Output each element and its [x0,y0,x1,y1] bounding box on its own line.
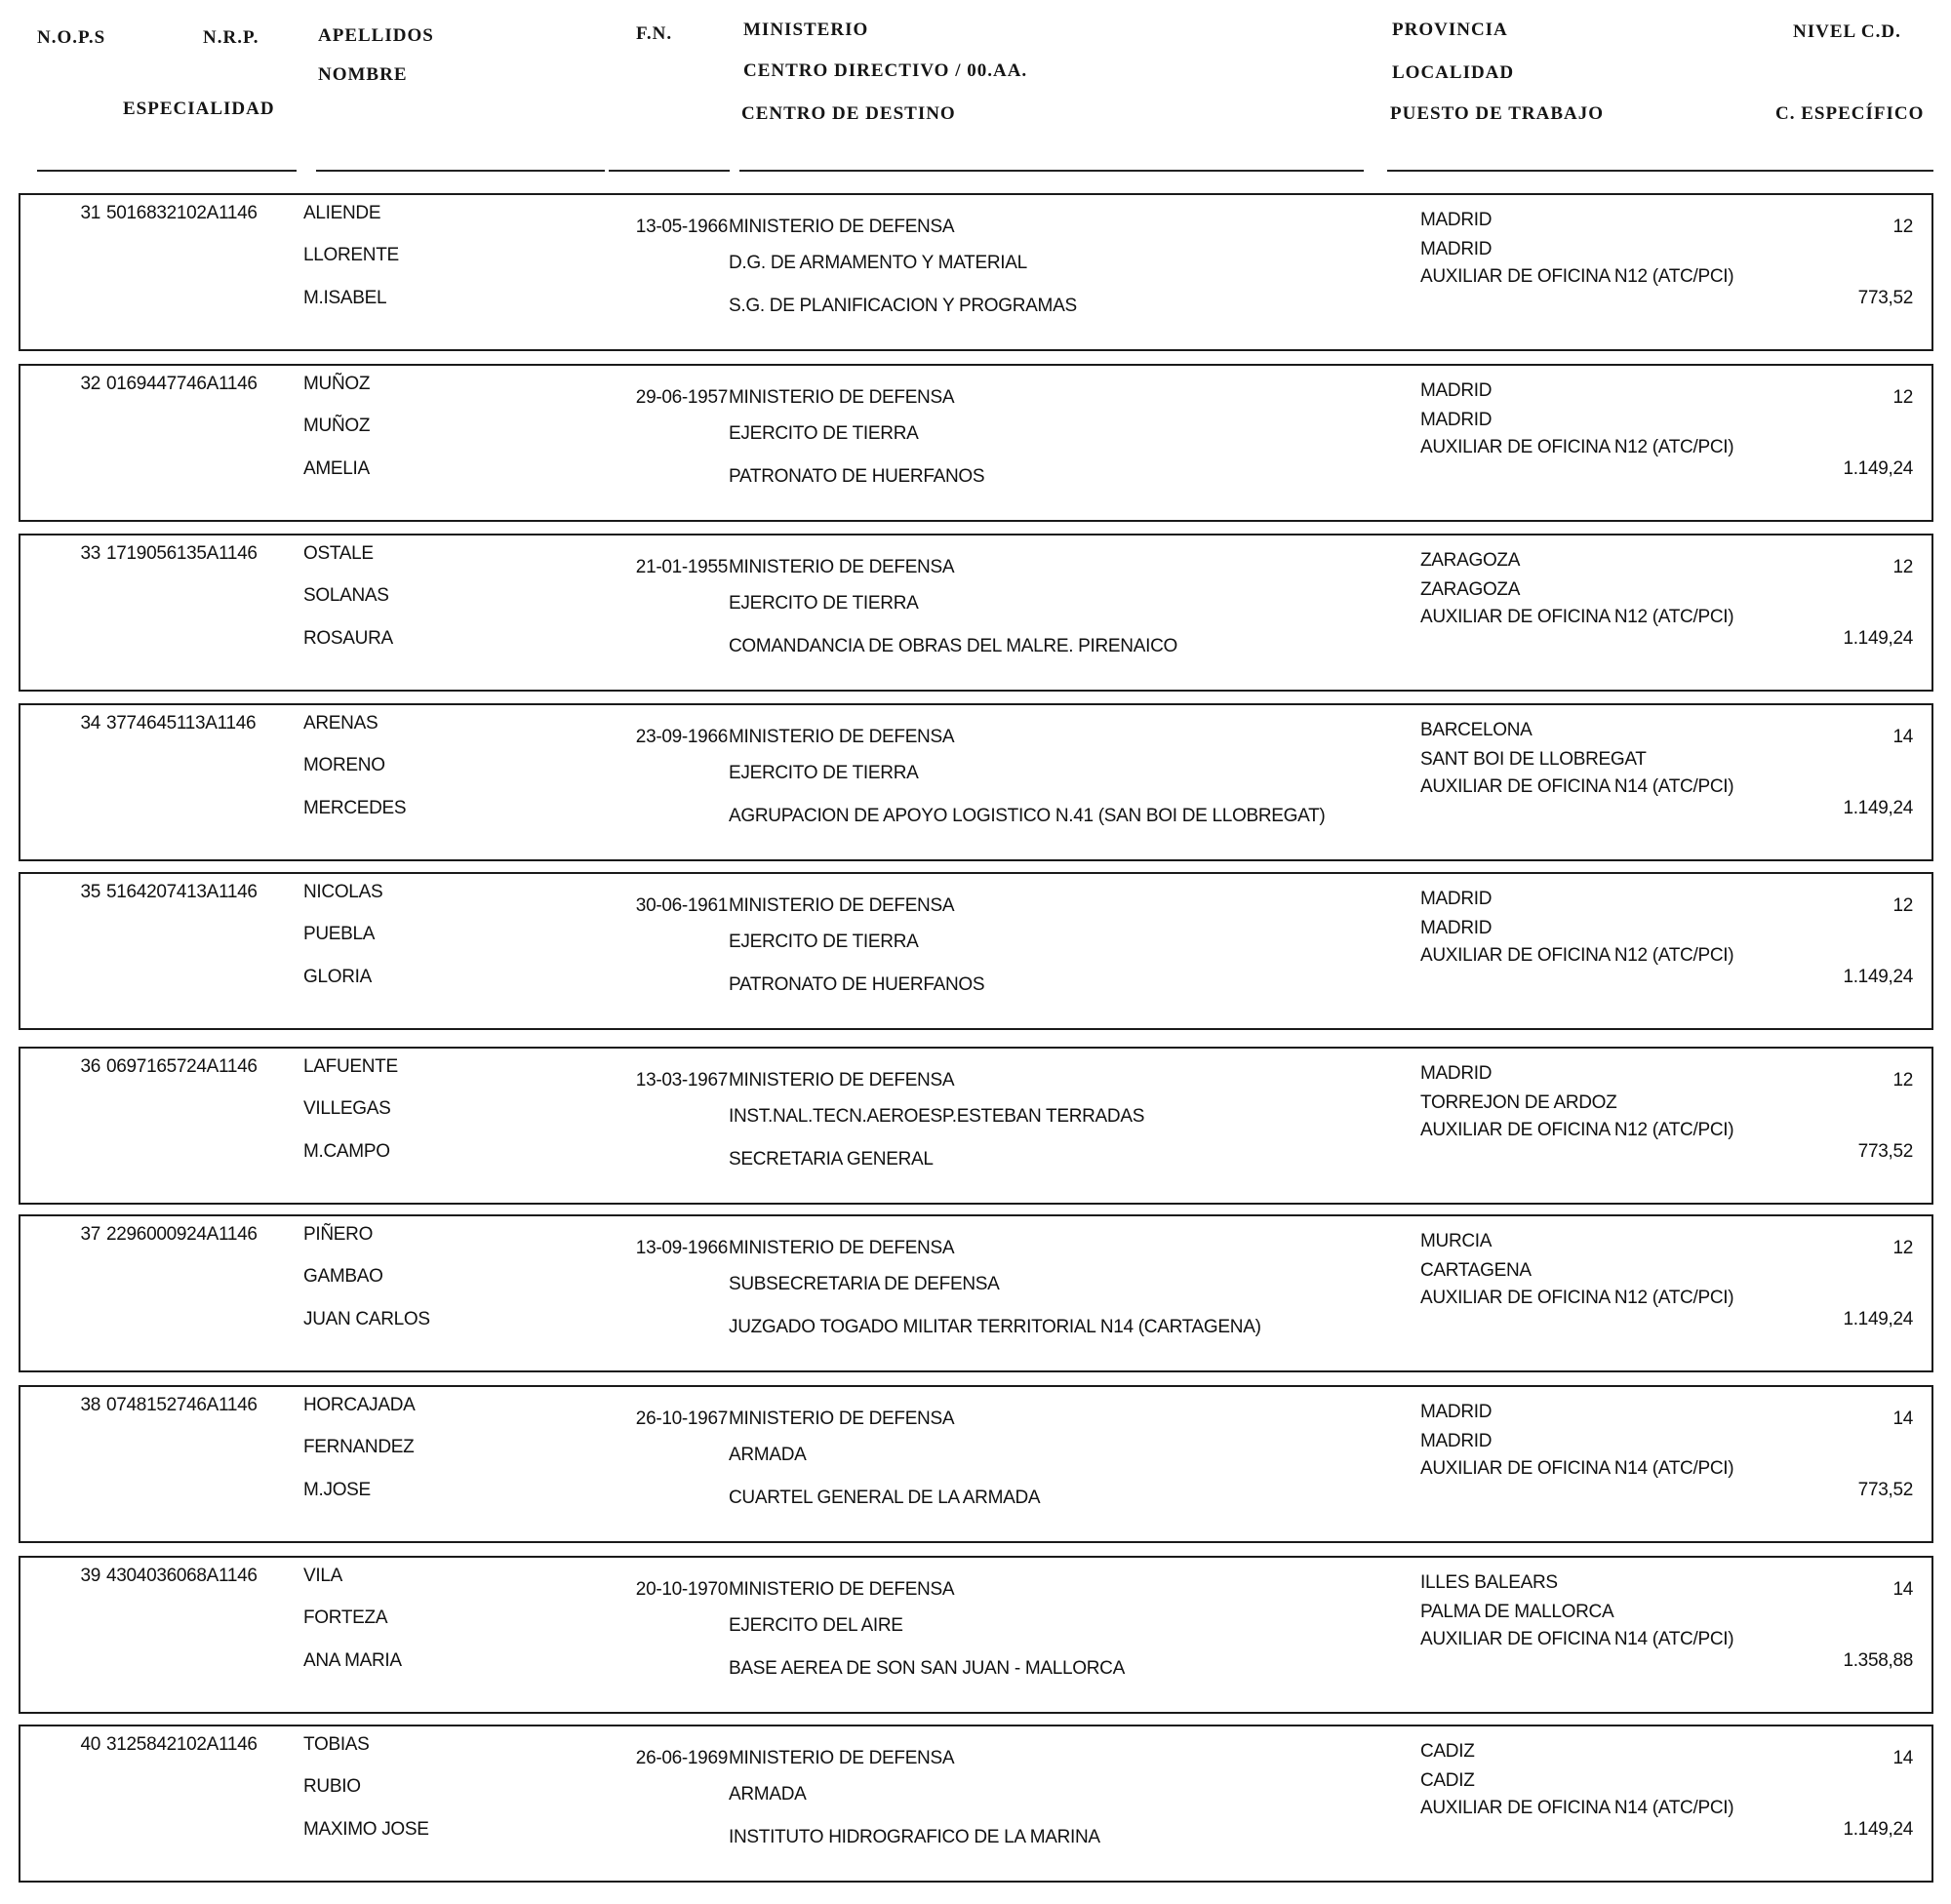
record-number: 37 [80,1224,100,1245]
record-ministerio: MINISTERIO DE DEFENSA [729,1579,955,1600]
record-nrp: 5016832102A1146 [106,203,258,223]
record-apellido1: ALIENDE [303,203,381,223]
record-nivel: 12 [1892,557,1913,577]
record-number: 34 [80,713,100,734]
record-provincia: MADRID [1420,1402,1493,1422]
record-especifico: 1.149,24 [1843,798,1913,818]
record-fecha-nacimiento: 23-09-1966 [635,727,728,747]
record-nrp: 0697165724A1146 [106,1056,258,1077]
record-apellido1: MUÑOZ [303,374,371,394]
record-37 [19,1214,1933,1372]
record-apellido2: SOLANAS [303,585,389,606]
record-ministerio: MINISTERIO DE DEFENSA [729,1748,955,1768]
record-fecha-nacimiento: 29-06-1957 [635,387,728,408]
record-33 [19,534,1933,692]
header-centro-directivo: CENTRO DIRECTIVO / 00.AA. [743,60,1028,81]
record-nivel: 12 [1892,895,1913,916]
record-fecha-nacimiento: 26-10-1967 [635,1408,728,1429]
record-nombre: ROSAURA [303,628,393,649]
record-nivel: 12 [1892,1070,1913,1091]
record-31 [19,193,1933,351]
header-nivel: NIVEL C.D. [1793,21,1901,42]
record-32 [19,364,1933,522]
record-nombre: ANA MARIA [303,1650,402,1671]
record-provincia: CADIZ [1420,1741,1475,1762]
record-number: 36 [80,1056,100,1077]
record-especifico: 1.149,24 [1843,1309,1913,1329]
record-ministerio: MINISTERIO DE DEFENSA [729,387,955,408]
record-apellido1: VILA [303,1566,342,1586]
record-centro-directivo: ARMADA [729,1445,807,1465]
header-rule-apellidos [316,170,605,172]
record-nombre: M.ISABEL [303,288,387,308]
record-nombre: GLORIA [303,967,372,987]
record-apellido2: GAMBAO [303,1266,383,1287]
record-especifico: 773,52 [1857,1480,1913,1500]
record-number: 38 [80,1395,100,1415]
record-apellido2: LLORENTE [303,245,399,265]
record-centro-destino: INSTITUTO HIDROGRAFICO DE LA MARINA [729,1827,1100,1847]
record-nombre: MAXIMO JOSE [303,1819,429,1840]
record-centro-destino: AGRUPACION DE APOYO LOGISTICO N.41 (SAN BOI DE LLOBREGAT) [729,806,1326,826]
record-puesto: AUXILIAR DE OFICINA N12 (ATC/PCI) [1420,945,1734,966]
record-centro-destino: S.G. DE PLANIFICACION Y PROGRAMAS [729,296,1077,316]
record-nombre: M.CAMPO [303,1141,390,1162]
record-centro-destino: PATRONATO DE HUERFANOS [729,466,985,487]
record-apellido1: TOBIAS [303,1734,370,1755]
record-nrp: 0169447746A1146 [106,374,258,394]
record-apellido1: NICOLAS [303,882,383,902]
header-especifico: C. ESPECÍFICO [1775,103,1925,124]
record-centro-directivo: EJERCITO DE TIERRA [729,593,919,614]
record-number: 31 [80,203,100,223]
record-especifico: 1.149,24 [1843,967,1913,987]
record-apellido2: FORTEZA [303,1607,388,1628]
record-localidad: ZARAGOZA [1420,579,1521,600]
record-apellido2: PUEBLA [303,924,376,944]
record-puesto: AUXILIAR DE OFICINA N12 (ATC/PCI) [1420,1120,1734,1140]
record-ministerio: MINISTERIO DE DEFENSA [729,217,955,237]
record-ministerio: MINISTERIO DE DEFENSA [729,895,955,916]
record-number: 33 [80,543,100,564]
record-ministerio: MINISTERIO DE DEFENSA [729,1408,955,1429]
record-number: 39 [80,1566,100,1586]
header-nops: N.O.P.S [37,27,106,48]
record-centro-destino: COMANDANCIA DE OBRAS DEL MALRE. PIRENAICO [729,636,1177,656]
record-especifico: 773,52 [1857,288,1913,308]
record-localidad: CARTAGENA [1420,1260,1532,1281]
record-ministerio: MINISTERIO DE DEFENSA [729,557,955,577]
record-centro-destino: PATRONATO DE HUERFANOS [729,974,985,995]
record-puesto: AUXILIAR DE OFICINA N14 (ATC/PCI) [1420,1629,1734,1649]
record-nivel: 12 [1892,217,1913,237]
record-nivel: 14 [1892,1748,1913,1768]
record-provincia: MURCIA [1420,1231,1493,1251]
record-nivel: 14 [1892,1579,1913,1600]
record-puesto: AUXILIAR DE OFICINA N12 (ATC/PCI) [1420,1288,1734,1308]
record-provincia: MADRID [1420,1063,1493,1084]
record-centro-destino: BASE AEREA DE SON SAN JUAN - MALLORCA [729,1658,1125,1679]
record-centro-directivo: EJERCITO DEL AIRE [729,1615,903,1636]
record-localidad: SANT BOI DE LLOBREGAT [1420,749,1647,770]
record-puesto: AUXILIAR DE OFICINA N14 (ATC/PCI) [1420,1798,1734,1818]
record-especifico: 1.149,24 [1843,458,1913,479]
record-puesto: AUXILIAR DE OFICINA N12 (ATC/PCI) [1420,607,1734,627]
record-35 [19,872,1933,1030]
record-apellido2: VILLEGAS [303,1098,391,1119]
record-provincia: BARCELONA [1420,720,1533,740]
header-rule-fn [609,170,730,172]
record-38 [19,1385,1933,1543]
record-apellido2: MUÑOZ [303,416,371,436]
record-centro-directivo: EJERCITO DE TIERRA [729,763,919,783]
record-fecha-nacimiento: 20-10-1970 [635,1579,728,1600]
record-39 [19,1556,1933,1714]
record-nrp: 2296000924A1146 [106,1224,258,1245]
header-fn: F.N. [636,23,673,44]
record-nombre: M.JOSE [303,1480,371,1500]
record-nrp: 0748152746A1146 [106,1395,258,1415]
record-apellido2: RUBIO [303,1776,361,1797]
record-ministerio: MINISTERIO DE DEFENSA [729,1070,955,1091]
record-centro-directivo: ARMADA [729,1784,807,1805]
record-centro-directivo: D.G. DE ARMAMENTO Y MATERIAL [729,253,1027,273]
record-nivel: 14 [1892,727,1913,747]
record-puesto: AUXILIAR DE OFICINA N14 (ATC/PCI) [1420,1458,1734,1479]
record-especifico: 1.149,24 [1843,1819,1913,1840]
header-apellidos: APELLIDOS [318,25,434,46]
record-apellido1: PIÑERO [303,1224,374,1245]
record-nrp: 3774645113A1146 [106,713,257,734]
record-nrp: 1719056135A1146 [106,543,258,564]
record-nrp: 4304036068A1146 [106,1566,258,1586]
record-nombre: JUAN CARLOS [303,1309,430,1329]
record-provincia: MADRID [1420,380,1493,401]
record-especifico: 1.149,24 [1843,628,1913,649]
record-puesto: AUXILIAR DE OFICINA N14 (ATC/PCI) [1420,776,1734,797]
record-40 [19,1725,1933,1883]
record-fecha-nacimiento: 13-03-1967 [635,1070,728,1091]
record-puesto: AUXILIAR DE OFICINA N12 (ATC/PCI) [1420,266,1734,287]
record-number: 32 [80,374,100,394]
record-nrp: 3125842102A1146 [106,1734,258,1755]
record-fecha-nacimiento: 13-09-1966 [635,1238,728,1258]
record-centro-directivo: SUBSECRETARIA DE DEFENSA [729,1274,1000,1294]
record-localidad: MADRID [1420,918,1493,938]
record-localidad: CADIZ [1420,1770,1475,1791]
record-fecha-nacimiento: 21-01-1955 [635,557,728,577]
record-centro-directivo: EJERCITO DE TIERRA [729,932,919,952]
record-fecha-nacimiento: 30-06-1961 [635,895,728,916]
record-apellido1: HORCAJADA [303,1395,416,1415]
record-34 [19,703,1933,861]
record-apellido2: FERNANDEZ [303,1437,415,1457]
record-especifico: 1.358,88 [1843,1650,1913,1671]
header-localidad: LOCALIDAD [1392,62,1515,83]
record-centro-destino: JUZGADO TOGADO MILITAR TERRITORIAL N14 (CARTAGENA) [729,1317,1261,1337]
record-provincia: ILLES BALEARS [1420,1572,1558,1593]
record-nombre: MERCEDES [303,798,407,818]
record-apellido1: ARENAS [303,713,378,734]
record-apellido1: LAFUENTE [303,1056,398,1077]
record-centro-destino: SECRETARIA GENERAL [729,1149,934,1170]
header-nrp: N.R.P. [203,27,259,48]
record-centro-directivo: INST.NAL.TECN.AEROESP.ESTEBAN TERRADAS [729,1106,1145,1127]
record-ministerio: MINISTERIO DE DEFENSA [729,727,955,747]
header-nombre: NOMBRE [318,64,408,85]
header-especialidad: ESPECIALIDAD [123,99,275,119]
record-localidad: TORREJON DE ARDOZ [1420,1092,1617,1113]
record-localidad: MADRID [1420,1431,1493,1451]
record-puesto: AUXILIAR DE OFICINA N12 (ATC/PCI) [1420,437,1734,457]
header-rule-provincia [1387,170,1933,172]
record-provincia: MADRID [1420,889,1493,909]
record-nivel: 12 [1892,1238,1913,1258]
record-nivel: 12 [1892,387,1913,408]
record-fecha-nacimiento: 13-05-1966 [635,217,728,237]
record-36 [19,1047,1933,1205]
record-apellido1: OSTALE [303,543,374,564]
record-localidad: MADRID [1420,239,1493,259]
record-especifico: 773,52 [1857,1141,1913,1162]
record-provincia: MADRID [1420,210,1493,230]
record-nrp: 5164207413A1146 [106,882,258,902]
record-centro-directivo: EJERCITO DE TIERRA [729,423,919,444]
record-centro-destino: CUARTEL GENERAL DE LA ARMADA [729,1488,1041,1508]
record-ministerio: MINISTERIO DE DEFENSA [729,1238,955,1258]
header-rule-nops [37,170,297,172]
record-localidad: PALMA DE MALLORCA [1420,1602,1614,1622]
record-apellido2: MORENO [303,755,385,775]
record-fecha-nacimiento: 26-06-1969 [635,1748,728,1768]
header-rule-ministerio [739,170,1364,172]
record-nivel: 14 [1892,1408,1913,1429]
record-number: 40 [80,1734,100,1755]
header-provincia: PROVINCIA [1392,20,1508,40]
header-puesto: PUESTO DE TRABAJO [1390,103,1605,124]
header-centro-destino: CENTRO DE DESTINO [741,103,956,124]
record-provincia: ZARAGOZA [1420,550,1521,571]
record-number: 35 [80,882,100,902]
record-nombre: AMELIA [303,458,370,479]
header-ministerio: MINISTERIO [743,20,869,40]
record-localidad: MADRID [1420,410,1493,430]
